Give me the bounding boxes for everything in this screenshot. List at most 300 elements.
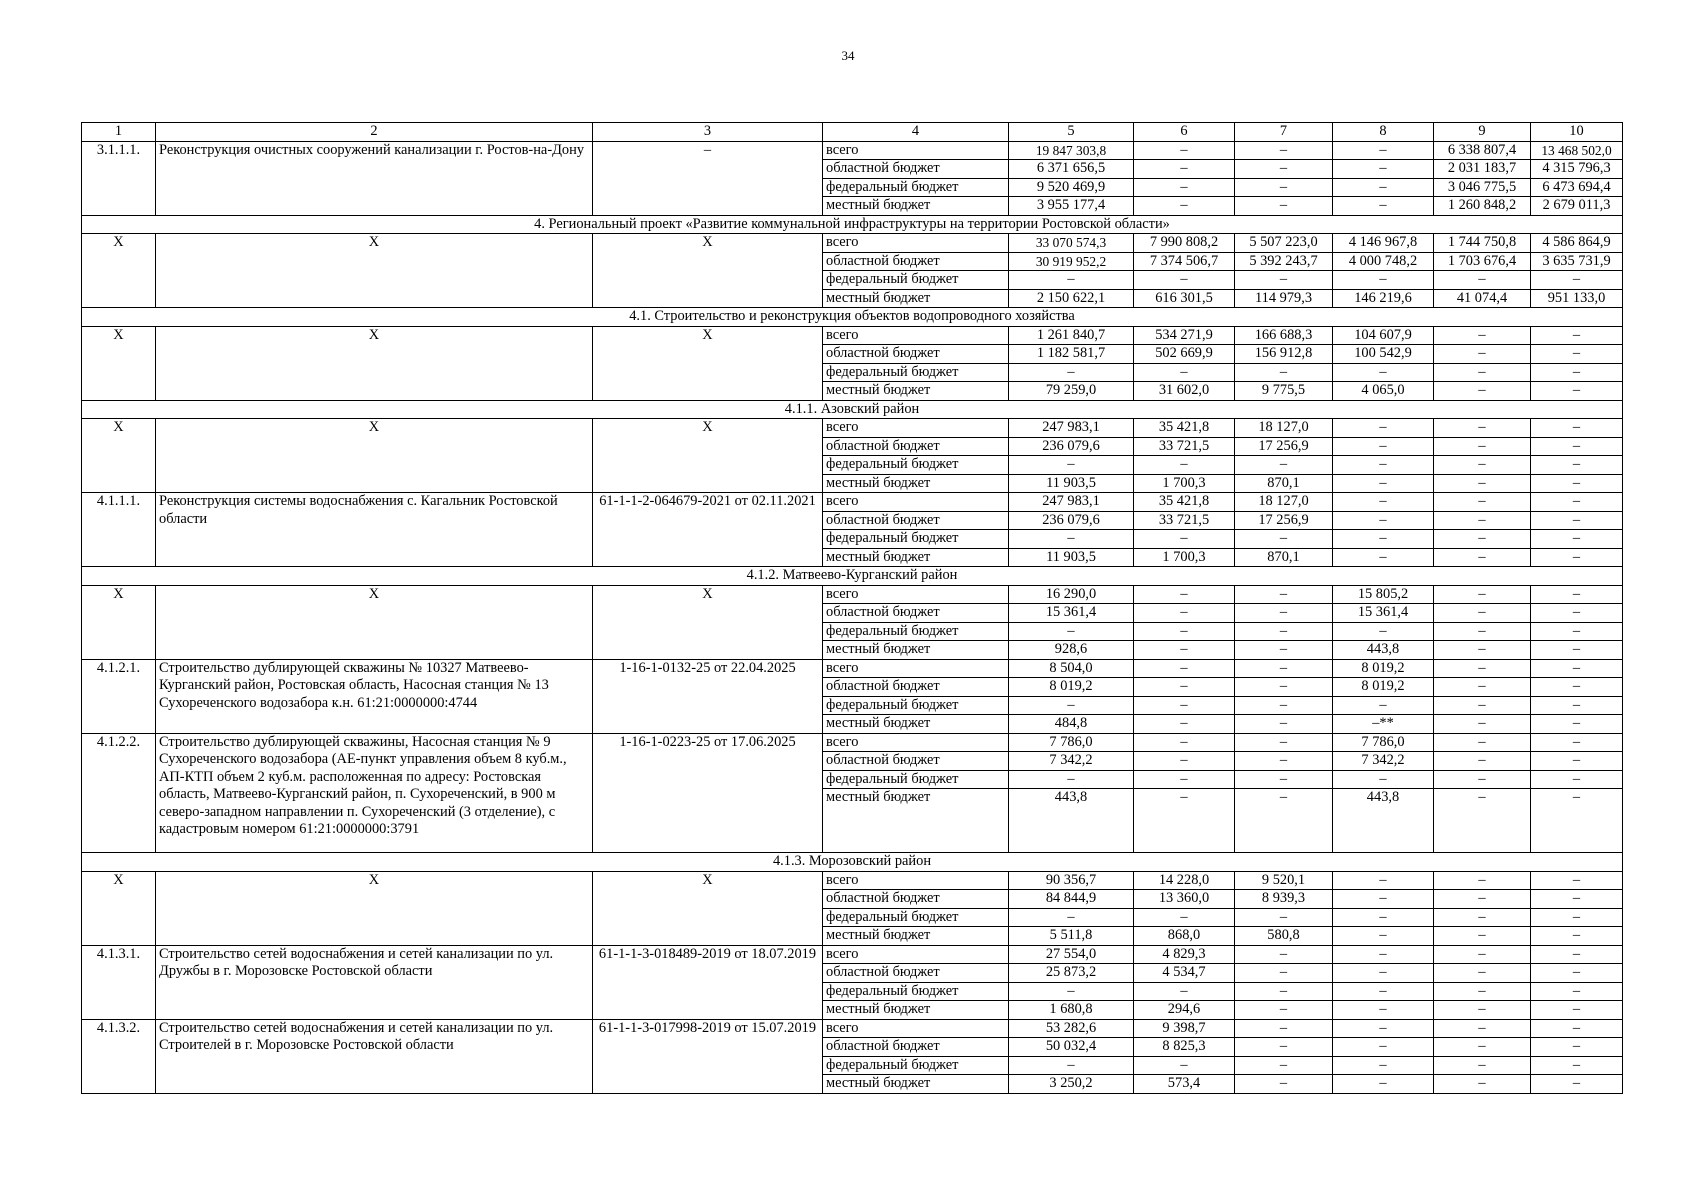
amount-cell: 9 520,1 xyxy=(1235,871,1333,890)
amount-cell: 3 250,2 xyxy=(1009,1075,1134,1094)
funding-source: областной бюджет xyxy=(823,345,1009,364)
amount-cell: – xyxy=(1531,271,1623,290)
amount-cell: 870,1 xyxy=(1235,548,1333,567)
amount-cell: 573,4 xyxy=(1134,1075,1235,1094)
amount-cell: 4 146 967,8 xyxy=(1333,234,1434,253)
project-document: X xyxy=(593,585,823,659)
amount-cell: 90 356,7 xyxy=(1009,871,1134,890)
amount-cell: – xyxy=(1134,659,1235,678)
amount-cell: 18 127,0 xyxy=(1235,419,1333,438)
amount-cell: 5 511,8 xyxy=(1009,927,1134,946)
amount-cell: – xyxy=(1134,160,1235,179)
amount-cell: 7 786,0 xyxy=(1009,733,1134,752)
amount-cell: – xyxy=(1009,696,1134,715)
amount-cell: – xyxy=(1531,752,1623,771)
amount-cell: – xyxy=(1134,530,1235,549)
amount-cell: – xyxy=(1333,437,1434,456)
amount-cell: – xyxy=(1235,530,1333,549)
amount-cell: – xyxy=(1434,945,1531,964)
amount-cell: – xyxy=(1333,908,1434,927)
amount-cell: 294,6 xyxy=(1134,1001,1235,1020)
amount-cell: – xyxy=(1531,437,1623,456)
amount-cell: 41 074,4 xyxy=(1434,289,1531,308)
amount-cell: 4 000 748,2 xyxy=(1333,252,1434,271)
amount-cell: – xyxy=(1333,363,1434,382)
funding-source: всего xyxy=(823,493,1009,512)
funding-source: всего xyxy=(823,871,1009,890)
amount-cell: 3 046 775,5 xyxy=(1434,178,1531,197)
funding-source: федеральный бюджет xyxy=(823,908,1009,927)
amount-cell: 9 520 469,9 xyxy=(1009,178,1134,197)
amount-cell: 27 554,0 xyxy=(1009,945,1134,964)
funding-source: федеральный бюджет xyxy=(823,770,1009,789)
amount-cell: – xyxy=(1134,141,1235,160)
amount-cell: – xyxy=(1434,437,1531,456)
amount-cell: – xyxy=(1434,363,1531,382)
amount-cell: – xyxy=(1235,160,1333,179)
amount-cell: 104 607,9 xyxy=(1333,326,1434,345)
amount-cell: 30 919 952,2 xyxy=(1009,252,1134,271)
amount-cell: – xyxy=(1235,1019,1333,1038)
amount-cell: 156 912,8 xyxy=(1235,345,1333,364)
section-row xyxy=(82,567,1623,586)
amount-cell: – xyxy=(1235,1038,1333,1057)
item-name: X xyxy=(156,419,593,493)
amount-cell: 868,0 xyxy=(1134,927,1235,946)
amount-cell: 6 338 807,4 xyxy=(1434,141,1531,160)
amount-cell: – xyxy=(1434,419,1531,438)
funding-source: областной бюджет xyxy=(823,252,1009,271)
amount-cell: – xyxy=(1333,964,1434,983)
funding-source: всего xyxy=(823,419,1009,438)
amount-cell: – xyxy=(1531,1038,1623,1057)
table-row xyxy=(82,141,1623,160)
amount-cell: – xyxy=(1235,715,1333,734)
amount-cell: 50 032,4 xyxy=(1009,1038,1134,1057)
amount-cell: – xyxy=(1333,696,1434,715)
amount-cell: – xyxy=(1434,474,1531,493)
item-name: Строительство сетей водоснабжения и сетей канализации по ул. Строителей в г. Морозовске Ростовской области xyxy=(156,1019,593,1093)
amount-cell: – xyxy=(1009,908,1134,927)
funding-source: местный бюджет xyxy=(823,289,1009,308)
item-name: Реконструкция системы водоснабжения с. Кагальник Ростовской области xyxy=(156,493,593,567)
amount-cell: 6 371 656,5 xyxy=(1009,160,1134,179)
amount-cell: – xyxy=(1531,908,1623,927)
amount-cell: – xyxy=(1434,1001,1531,1020)
amount-cell: – xyxy=(1434,908,1531,927)
funding-source: областной бюджет xyxy=(823,160,1009,179)
item-number: X xyxy=(82,419,156,493)
table-row xyxy=(82,419,1623,438)
amount-cell: – xyxy=(1434,1019,1531,1038)
amount-cell: – xyxy=(1434,585,1531,604)
amount-cell: 1 700,3 xyxy=(1134,474,1235,493)
amount-cell: – xyxy=(1134,178,1235,197)
amount-cell: – xyxy=(1333,178,1434,197)
item-name: X xyxy=(156,871,593,945)
funding-source: федеральный бюджет xyxy=(823,530,1009,549)
amount-cell: – xyxy=(1333,548,1434,567)
amount-cell: – xyxy=(1333,419,1434,438)
amount-cell: – xyxy=(1434,659,1531,678)
funding-source: местный бюджет xyxy=(823,474,1009,493)
amount-cell: – xyxy=(1009,530,1134,549)
amount-cell: – xyxy=(1434,1056,1531,1075)
amount-cell: 15 361,4 xyxy=(1333,604,1434,623)
amount-cell: – xyxy=(1235,178,1333,197)
amount-cell: – xyxy=(1531,659,1623,678)
item-name: Строительство дублирующей скважины, Насосная станция № 9 Сухореченского водозабора (АЕ-пункт управления объем 8 куб.м., АП-КТП объем 2 куб.м. расположенная по адресу: Ростовская область, Матвеево-Курганский район, п. Сухореченский, в 900 м северо-западном направлении п. Сухореченский (3 отделение), с кадастровым номером 61:21:0000000:3791 xyxy=(156,733,593,853)
amount-cell: – xyxy=(1235,1001,1333,1020)
funding-source: областной бюджет xyxy=(823,890,1009,909)
amount-cell: – xyxy=(1531,678,1623,697)
amount-cell: 534 271,9 xyxy=(1134,326,1235,345)
funding-source: федеральный бюджет xyxy=(823,178,1009,197)
amount-cell: 6 473 694,4 xyxy=(1531,178,1623,197)
funding-source: областной бюджет xyxy=(823,1038,1009,1057)
amount-cell: – xyxy=(1434,1038,1531,1057)
amount-cell: – xyxy=(1434,604,1531,623)
funding-source: областной бюджет xyxy=(823,678,1009,697)
amount-cell: – xyxy=(1434,326,1531,345)
table-row xyxy=(82,733,1623,752)
amount-cell: – xyxy=(1134,733,1235,752)
amount-cell: 33 721,5 xyxy=(1134,437,1235,456)
amount-cell: – xyxy=(1531,770,1623,789)
amount-cell: – xyxy=(1333,1056,1434,1075)
amount-cell: – xyxy=(1333,770,1434,789)
item-number: 4.1.3.1. xyxy=(82,945,156,1019)
amount-cell: – xyxy=(1434,964,1531,983)
amount-cell: – xyxy=(1235,945,1333,964)
amount-cell: – xyxy=(1134,696,1235,715)
amount-cell: 870,1 xyxy=(1235,474,1333,493)
amount-cell: – xyxy=(1333,197,1434,216)
amount-cell: – xyxy=(1333,871,1434,890)
item-name: X xyxy=(156,585,593,659)
amount-cell: – xyxy=(1235,141,1333,160)
amount-cell: – xyxy=(1134,622,1235,641)
amount-cell: – xyxy=(1009,1056,1134,1075)
amount-cell: – xyxy=(1134,982,1235,1001)
amount-cell: – xyxy=(1531,982,1623,1001)
column-number-row xyxy=(82,123,1623,142)
column-number: 7 xyxy=(1235,123,1333,142)
amount-cell: 2 031 183,7 xyxy=(1434,160,1531,179)
amount-cell: 4 586 864,9 xyxy=(1531,234,1623,253)
funding-source: местный бюджет xyxy=(823,927,1009,946)
amount-cell: 146 219,6 xyxy=(1333,289,1434,308)
funding-source: всего xyxy=(823,585,1009,604)
amount-cell: – xyxy=(1134,363,1235,382)
amount-cell: – xyxy=(1009,982,1134,1001)
amount-cell: – xyxy=(1434,733,1531,752)
amount-cell: – xyxy=(1531,363,1623,382)
amount-cell: – xyxy=(1434,1075,1531,1094)
amount-cell: 7 342,2 xyxy=(1333,752,1434,771)
amount-cell: 8 019,2 xyxy=(1333,659,1434,678)
amount-cell: 17 256,9 xyxy=(1235,437,1333,456)
table-row xyxy=(82,659,1623,678)
amount-cell: – xyxy=(1434,982,1531,1001)
amount-cell: 14 228,0 xyxy=(1134,871,1235,890)
item-number: X xyxy=(82,326,156,400)
amount-cell: – xyxy=(1235,456,1333,475)
amount-cell: – xyxy=(1333,493,1434,512)
column-number: 5 xyxy=(1009,123,1134,142)
funding-source: федеральный бюджет xyxy=(823,696,1009,715)
funding-source: федеральный бюджет xyxy=(823,271,1009,290)
amount-cell: – xyxy=(1531,1019,1623,1038)
item-number: X xyxy=(82,585,156,659)
amount-cell: – xyxy=(1434,548,1531,567)
table-row xyxy=(82,871,1623,890)
amount-cell: – xyxy=(1235,585,1333,604)
amount-cell: 7 990 808,2 xyxy=(1134,234,1235,253)
amount-cell: – xyxy=(1333,271,1434,290)
funding-source: федеральный бюджет xyxy=(823,363,1009,382)
amount-cell: – xyxy=(1531,1075,1623,1094)
column-number: 3 xyxy=(593,123,823,142)
table-row xyxy=(82,585,1623,604)
amount-cell: 7 342,2 xyxy=(1009,752,1134,771)
amount-cell: – xyxy=(1434,927,1531,946)
amount-cell: – xyxy=(1531,456,1623,475)
amount-cell: 443,8 xyxy=(1333,641,1434,660)
amount-cell: – xyxy=(1009,271,1134,290)
table-row xyxy=(82,945,1623,964)
project-document: X xyxy=(593,326,823,400)
funding-source: всего xyxy=(823,945,1009,964)
amount-cell: 443,8 xyxy=(1333,789,1434,853)
amount-cell: – xyxy=(1531,641,1623,660)
table-row xyxy=(82,326,1623,345)
amount-cell: – xyxy=(1235,789,1333,853)
amount-cell: 35 421,8 xyxy=(1134,493,1235,512)
amount-cell: 31 602,0 xyxy=(1134,382,1235,401)
amount-cell: – xyxy=(1235,770,1333,789)
section-title: 4.1.1. Азовский район xyxy=(82,400,1623,419)
amount-cell: – xyxy=(1531,715,1623,734)
amount-cell: – xyxy=(1333,530,1434,549)
amount-cell: – xyxy=(1134,641,1235,660)
amount-cell: – xyxy=(1333,474,1434,493)
amount-cell: – xyxy=(1434,789,1531,853)
table-row xyxy=(82,1019,1623,1038)
amount-cell: 17 256,9 xyxy=(1235,511,1333,530)
amount-cell: – xyxy=(1434,678,1531,697)
amount-cell: 236 079,6 xyxy=(1009,437,1134,456)
amount-cell: 100 542,9 xyxy=(1333,345,1434,364)
amount-cell: –** xyxy=(1333,715,1434,734)
amount-cell: 13 468 502,0 xyxy=(1531,141,1623,160)
funding-source: областной бюджет xyxy=(823,752,1009,771)
funding-source: местный бюджет xyxy=(823,641,1009,660)
funding-source: областной бюджет xyxy=(823,964,1009,983)
amount-cell: 13 360,0 xyxy=(1134,890,1235,909)
amount-cell: 11 903,5 xyxy=(1009,474,1134,493)
amount-cell: – xyxy=(1434,890,1531,909)
amount-cell: 580,8 xyxy=(1235,927,1333,946)
funding-source: местный бюджет xyxy=(823,1001,1009,1020)
item-name: Реконструкция очистных сооружений канализации г. Ростов-на-Дону xyxy=(156,141,593,215)
amount-cell: – xyxy=(1531,890,1623,909)
amount-cell: – xyxy=(1333,511,1434,530)
item-name: X xyxy=(156,234,593,308)
project-document: 1-16-1-0223-25 от 17.06.2025 xyxy=(593,733,823,853)
amount-cell: – xyxy=(1333,622,1434,641)
amount-cell: – xyxy=(1531,530,1623,549)
amount-cell: 19 847 303,8 xyxy=(1009,141,1134,160)
amount-cell: – xyxy=(1434,271,1531,290)
amount-cell: – xyxy=(1333,1038,1434,1057)
section-title: 4. Региональный проект «Развитие коммунальной инфраструктуры на территории Ростовской области» xyxy=(82,215,1623,234)
amount-cell: – xyxy=(1531,789,1623,853)
amount-cell: 79 259,0 xyxy=(1009,382,1134,401)
amount-cell: – xyxy=(1134,456,1235,475)
project-document: X xyxy=(593,419,823,493)
amount-cell: 8 504,0 xyxy=(1009,659,1134,678)
amount-cell: – xyxy=(1009,770,1134,789)
amount-cell: – xyxy=(1531,511,1623,530)
amount-cell: 33 070 574,3 xyxy=(1009,234,1134,253)
amount-cell: – xyxy=(1531,585,1623,604)
amount-cell: – xyxy=(1434,456,1531,475)
amount-cell: – xyxy=(1434,752,1531,771)
item-number: X xyxy=(82,871,156,945)
amount-cell: 18 127,0 xyxy=(1235,493,1333,512)
amount-cell: – xyxy=(1134,715,1235,734)
amount-cell: – xyxy=(1531,945,1623,964)
amount-cell: – xyxy=(1434,871,1531,890)
item-name: Строительство дублирующей скважины № 10327 Матвеево-Курганский район, Ростовская область, Насосная станция № 13 Сухореченского водозабора к.н. 61:21:0000000:4744 xyxy=(156,659,593,733)
funding-source: местный бюджет xyxy=(823,382,1009,401)
amount-cell: – xyxy=(1235,659,1333,678)
amount-cell: – xyxy=(1134,789,1235,853)
amount-cell: – xyxy=(1333,1001,1434,1020)
amount-cell: – xyxy=(1134,197,1235,216)
amount-cell: 8 939,3 xyxy=(1235,890,1333,909)
amount-cell: 443,8 xyxy=(1009,789,1134,853)
section-row xyxy=(82,308,1623,327)
amount-cell: – xyxy=(1235,696,1333,715)
item-name: Строительство сетей водоснабжения и сетей канализации по ул. Дружбы в г. Морозовске Ростовской области xyxy=(156,945,593,1019)
amount-cell: 4 829,3 xyxy=(1134,945,1235,964)
amount-cell: 53 282,6 xyxy=(1009,1019,1134,1038)
funding-source: местный бюджет xyxy=(823,1075,1009,1094)
amount-cell: – xyxy=(1434,382,1531,401)
amount-cell: 616 301,5 xyxy=(1134,289,1235,308)
page-number: 34 xyxy=(841,48,855,63)
amount-cell: 3 635 731,9 xyxy=(1531,252,1623,271)
funding-source: федеральный бюджет xyxy=(823,982,1009,1001)
funding-source: областной бюджет xyxy=(823,511,1009,530)
project-document: 1-16-1-0132-25 от 22.04.2025 xyxy=(593,659,823,733)
column-number: 10 xyxy=(1531,123,1623,142)
amount-cell: 5 392 243,7 xyxy=(1235,252,1333,271)
amount-cell: – xyxy=(1235,1056,1333,1075)
amount-cell: 236 079,6 xyxy=(1009,511,1134,530)
amount-cell: – xyxy=(1235,678,1333,697)
amount-cell: – xyxy=(1531,733,1623,752)
amount-cell: – xyxy=(1531,927,1623,946)
amount-cell: 166 688,3 xyxy=(1235,326,1333,345)
amount-cell: – xyxy=(1333,890,1434,909)
item-number: 4.1.2.2. xyxy=(82,733,156,853)
amount-cell: – xyxy=(1235,1075,1333,1094)
amount-cell: 5 507 223,0 xyxy=(1235,234,1333,253)
amount-cell: 7 786,0 xyxy=(1333,733,1434,752)
column-number: 9 xyxy=(1434,123,1531,142)
amount-cell: – xyxy=(1009,622,1134,641)
amount-cell: – xyxy=(1531,382,1623,401)
section-title: 4.1.2. Матвеево-Курганский район xyxy=(82,567,1623,586)
funding-source: всего xyxy=(823,1019,1009,1038)
funding-source: федеральный бюджет xyxy=(823,456,1009,475)
section-row xyxy=(82,853,1623,872)
amount-cell: – xyxy=(1434,715,1531,734)
amount-cell: 8 019,2 xyxy=(1333,678,1434,697)
amount-cell: – xyxy=(1531,474,1623,493)
amount-cell: 16 290,0 xyxy=(1009,585,1134,604)
amount-cell: – xyxy=(1333,141,1434,160)
amount-cell: – xyxy=(1235,982,1333,1001)
item-number: 4.1.3.2. xyxy=(82,1019,156,1093)
project-document: 61-1-1-3-017998-2019 от 15.07.2019 xyxy=(593,1019,823,1093)
amount-cell: 35 421,8 xyxy=(1134,419,1235,438)
amount-cell: 8 019,2 xyxy=(1009,678,1134,697)
amount-cell: 247 983,1 xyxy=(1009,419,1134,438)
funding-source: всего xyxy=(823,659,1009,678)
amount-cell: – xyxy=(1434,770,1531,789)
column-number: 8 xyxy=(1333,123,1434,142)
amount-cell: 1 680,8 xyxy=(1009,1001,1134,1020)
amount-cell: – xyxy=(1434,622,1531,641)
budget-table xyxy=(81,122,1623,1094)
amount-cell: – xyxy=(1134,770,1235,789)
amount-cell: 84 844,9 xyxy=(1009,890,1134,909)
amount-cell: – xyxy=(1434,493,1531,512)
funding-source: областной бюджет xyxy=(823,604,1009,623)
amount-cell: 7 374 506,7 xyxy=(1134,252,1235,271)
amount-cell: – xyxy=(1235,733,1333,752)
section-row xyxy=(82,400,1623,419)
funding-source: федеральный бюджет xyxy=(823,622,1009,641)
amount-cell: – xyxy=(1235,908,1333,927)
column-number: 1 xyxy=(82,123,156,142)
amount-cell: – xyxy=(1434,511,1531,530)
item-number: 4.1.2.1. xyxy=(82,659,156,733)
section-title: 4.1.3. Морозовский район xyxy=(82,853,1623,872)
amount-cell: – xyxy=(1235,363,1333,382)
amount-cell: – xyxy=(1531,419,1623,438)
amount-cell: 25 873,2 xyxy=(1009,964,1134,983)
project-document: 61-1-1-3-018489-2019 от 18.07.2019 xyxy=(593,945,823,1019)
amount-cell: 4 065,0 xyxy=(1333,382,1434,401)
amount-cell: 247 983,1 xyxy=(1009,493,1134,512)
amount-cell: 928,6 xyxy=(1009,641,1134,660)
item-number: X xyxy=(82,234,156,308)
amount-cell: 1 260 848,2 xyxy=(1434,197,1531,216)
amount-cell: – xyxy=(1333,927,1434,946)
amount-cell: – xyxy=(1134,908,1235,927)
amount-cell: 4 315 796,3 xyxy=(1531,160,1623,179)
column-number: 2 xyxy=(156,123,593,142)
amount-cell: – xyxy=(1333,160,1434,179)
amount-cell: – xyxy=(1531,696,1623,715)
amount-cell: 33 721,5 xyxy=(1134,511,1235,530)
item-name: X xyxy=(156,326,593,400)
